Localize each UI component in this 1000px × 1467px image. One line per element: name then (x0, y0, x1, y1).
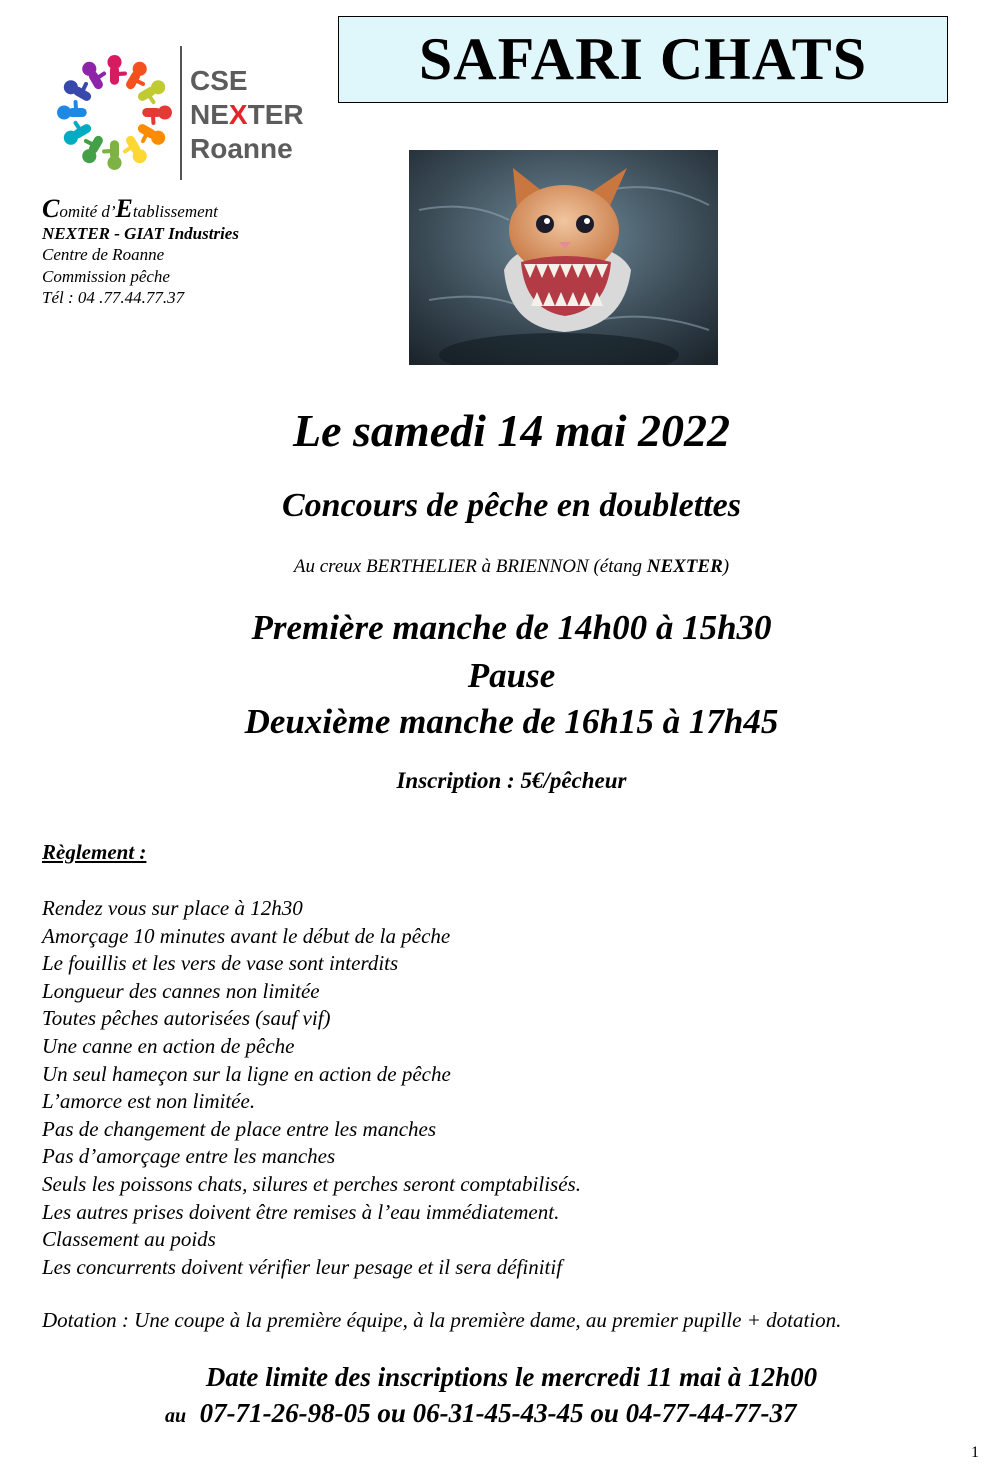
phone-numbers: 07-71-26-98-05 ou 06-31-45-43-45 ou 04-77-44-77-37 (199, 1398, 797, 1428)
registration-fee: Inscription : 5€/pêcheur (396, 768, 627, 793)
logo-person-arm (104, 151, 114, 152)
shark-cat-photo (409, 150, 718, 365)
logo-text-roanne: Roanne (190, 133, 293, 164)
page-title: SAFARI CHATS (418, 26, 868, 92)
rule-item: Amorçage 10 minutes avant le début de la pêche (42, 923, 451, 948)
round-1: Première manche de 14h00 à 15h30 (251, 608, 772, 647)
org-company: NEXTER - GIAT Industries (42, 223, 239, 243)
org-centre: Centre de Roanne (42, 245, 165, 264)
event-date-heading: Le samedi 14 mai 2022 (293, 405, 730, 456)
rule-item: Toutes pêches autorisées (sauf vif) (42, 1006, 331, 1031)
logo-divider (180, 46, 182, 180)
rule-item: Une canne en action de pêche (42, 1033, 295, 1058)
org-committee: Comité d’Etablissement (42, 194, 218, 223)
rule-item: Seuls les poissons chats, silures et perches seront comptabilisés. (42, 1171, 581, 1196)
event-location: Au creux BERTHELIER à BRIENNON (étang NEXTER) (293, 556, 730, 577)
contact-phones: au 07-71-26-98-05 ou 06-31-45-43-45 ou 04-77-44-77-37 (165, 1398, 797, 1428)
people-circle-icon (52, 50, 177, 175)
contest-type: Concours de pêche en doublettes (282, 487, 741, 524)
logo-person-arm (115, 74, 125, 75)
title-box (338, 16, 948, 103)
rule-item: Pas de changement de place entre les manches (42, 1116, 437, 1141)
page-number: 1 (971, 1444, 979, 1461)
logo-text-cse: CSE (190, 65, 248, 96)
rule-item: Les concurrents doivent vérifier leur pesage et il sera définitif (42, 1254, 563, 1279)
rule-item: Pas d’amorçage entre les manches (42, 1144, 336, 1169)
rule-item: Les autres prises doivent être remises à l’eau immédiatement. (42, 1199, 560, 1224)
organization-info (42, 194, 239, 309)
registration-deadline: Date limite des inscriptions le mercredi 11 mai à 12h00 (205, 1362, 818, 1392)
logo-person-arm (153, 113, 154, 123)
rule-item: Un seul hameçon sur la ligne en action de pêche (42, 1061, 451, 1086)
rules-list (42, 895, 581, 1281)
org-phone: Tél : 04 .77.44.77.37 (42, 288, 185, 307)
rule-item: L’amorce est non limitée. (42, 1089, 256, 1114)
rules-heading: Règlement : (42, 840, 147, 864)
logo-person-arm (76, 102, 77, 112)
rule-item: Le fouillis et les vers de vase sont interdits (42, 951, 399, 976)
cse-logo (52, 42, 332, 182)
org-commission: Commission pêche (42, 266, 170, 286)
pause-label: Pause (467, 656, 556, 695)
rule-item: Classement au poids (42, 1227, 216, 1252)
prize-description: Dotation : Une coupe à la première équipe, à la première dame, au premier pupille + dotation. (42, 1308, 842, 1332)
logo-text-nexter: NEXTER (190, 99, 304, 130)
rule-item: Rendez vous sur place à 12h30 (42, 896, 303, 920)
rule-item: Longueur des cannes non limitée (42, 978, 320, 1003)
round-2: Deuxième manche de 16h15 à 17h45 (244, 702, 779, 741)
